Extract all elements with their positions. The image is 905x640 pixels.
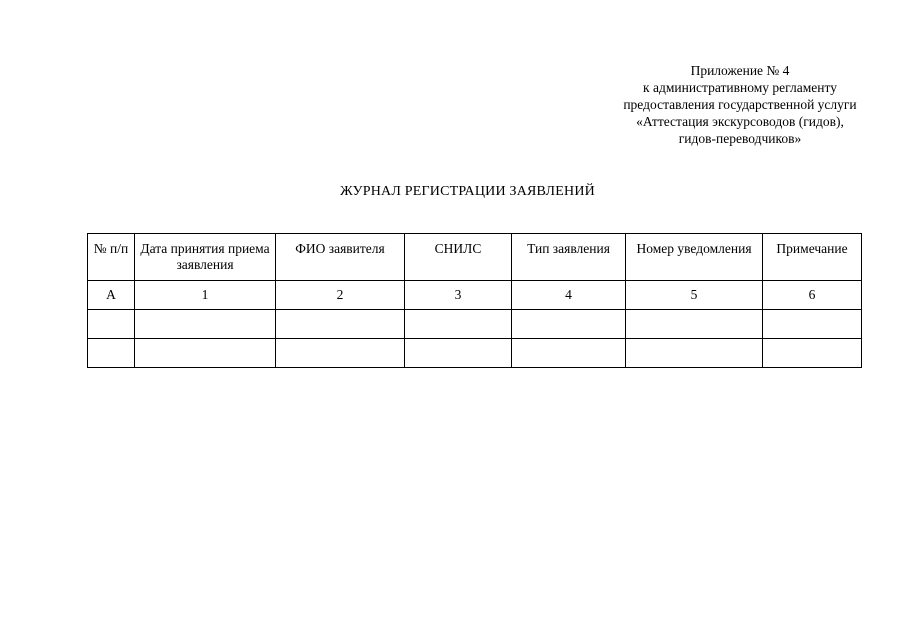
table-cell: [405, 339, 512, 368]
table-cell: 3: [405, 281, 512, 310]
document-title: ЖУРНАЛ РЕГИСТРАЦИИ ЗАЯВЛЕНИЙ: [340, 184, 595, 199]
registration-journal-table: [87, 233, 862, 368]
table-cell: [763, 310, 862, 339]
header-acceptance-date: Дата принятия приема заявления: [135, 234, 276, 281]
table-cell: [405, 310, 512, 339]
table-cell: [512, 339, 626, 368]
table-cell: 6: [763, 281, 862, 310]
appendix-line-service-name-cont: гидов-переводчиков»: [678, 131, 802, 146]
table-cell: 1: [135, 281, 276, 310]
appendix-line-number: Приложение № 4: [690, 63, 790, 78]
appendix-line-service: предоставления государственной услуги: [623, 97, 857, 112]
table-cell: [276, 310, 405, 339]
header-applicant-name: ФИО заявителя: [276, 234, 405, 281]
table-cell: [763, 339, 862, 368]
header-note: Примечание: [763, 234, 862, 281]
header-number: № п/п: [88, 234, 135, 281]
table-cell: [135, 310, 276, 339]
table-cell: [88, 310, 135, 339]
table-cell: [135, 339, 276, 368]
header-notification-number: Номер уведомления: [626, 234, 763, 281]
appendix-line-service-name: «Аттестация экскурсоводов (гидов),: [636, 114, 844, 129]
table-cell: 5: [626, 281, 763, 310]
appendix-line-regulation: к административному регламенту: [643, 80, 837, 95]
header-application-type: Тип заявления: [512, 234, 626, 281]
header-snils: СНИЛС: [405, 234, 512, 281]
appendix-block: [590, 62, 890, 147]
table-cell: [512, 310, 626, 339]
table-cell: [626, 310, 763, 339]
table-cell: [626, 339, 763, 368]
table-cell: [88, 339, 135, 368]
table-index-row: [88, 281, 862, 310]
table-cell: А: [88, 281, 135, 310]
table-row: [88, 339, 862, 368]
table-header-row: [88, 234, 862, 281]
table-cell: 2: [276, 281, 405, 310]
table-cell: 4: [512, 281, 626, 310]
table-row: [88, 310, 862, 339]
table-cell: [276, 339, 405, 368]
